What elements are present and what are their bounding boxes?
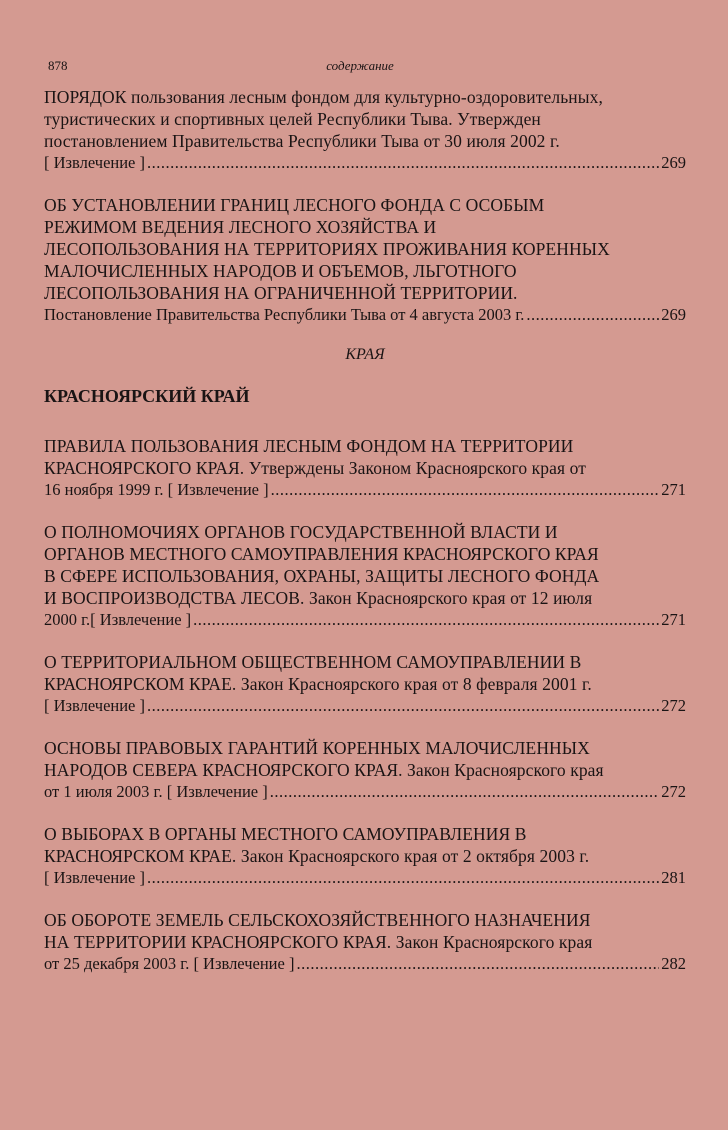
toc-entry bbox=[44, 521, 686, 631]
leader-dots bbox=[147, 695, 659, 717]
leader-dots bbox=[271, 479, 660, 501]
region-heading: КРАСНОЯРСКИЙ КРАЙ bbox=[44, 386, 250, 406]
leader-dots bbox=[270, 781, 660, 803]
toc-group-region bbox=[44, 435, 686, 975]
toc-entry-line: ЛЕСОПОЛЬЗОВАНИЯ НА ТЕРРИТОРИЯХ ПРОЖИВАНИЯ КОРЕННЫХ bbox=[44, 239, 610, 259]
leader-dots bbox=[296, 953, 659, 975]
toc-entry bbox=[44, 909, 686, 975]
toc-entry bbox=[44, 194, 686, 326]
running-head: содержание bbox=[326, 58, 394, 73]
toc-page-number: 282 bbox=[661, 954, 686, 973]
toc-entry-line: ОБ ОБОРОТЕ ЗЕМЕЛЬ СЕЛЬСКОХОЗЯЙСТВЕННОГО НАЗНАЧЕНИЯ bbox=[44, 910, 591, 930]
toc-entry-line: КРАСНОЯРСКОГО КРАЯ. Утверждены Законом Красноярского края от bbox=[44, 458, 586, 478]
toc-entry-last-line bbox=[44, 152, 686, 174]
toc-entry-line: МАЛОЧИСЛЕННЫХ НАРОДОВ И ОБЪЕМОВ, ЛЬГОТНОГО bbox=[44, 261, 517, 281]
page-header bbox=[48, 58, 672, 78]
toc-entry-last-line bbox=[44, 304, 686, 326]
toc-entry-source: [ Извлечение ] bbox=[44, 868, 145, 887]
toc-entry-last-line bbox=[44, 609, 686, 631]
toc-entry bbox=[44, 435, 686, 501]
toc-entry-last-line bbox=[44, 867, 686, 889]
toc-entry-source: [ Извлечение ] bbox=[44, 153, 145, 172]
leader-dots bbox=[147, 152, 659, 174]
leader-dots bbox=[147, 867, 659, 889]
toc-entry-line: ОРГАНОВ МЕСТНОГО САМОУПРАВЛЕНИЯ КРАСНОЯРСКОГО КРАЯ bbox=[44, 544, 599, 564]
toc-page-number: 281 bbox=[661, 868, 686, 887]
leader-dots bbox=[193, 609, 659, 631]
toc-page-number: 272 bbox=[661, 696, 686, 715]
toc-entry-line: КРАСНОЯРСКОМ КРАЕ. Закон Красноярского края от 8 февраля 2001 г. bbox=[44, 674, 592, 694]
toc-entry bbox=[44, 651, 686, 717]
toc-entry-source: 2000 г.[ Извлечение ] bbox=[44, 610, 192, 629]
toc-entry-line: КРАСНОЯРСКОМ КРАЕ. Закон Красноярского края от 2 октября 2003 г. bbox=[44, 846, 590, 866]
leader-dots bbox=[526, 304, 659, 326]
toc-entry-source: Постановление Правительства Республики Тыва от 4 августа 2003 г. bbox=[44, 305, 525, 324]
toc-entry-line: постановлением Правительства Республики Тыва от 30 июля 2002 г. bbox=[44, 131, 560, 151]
toc-entry bbox=[44, 823, 686, 889]
toc-entry-last-line bbox=[44, 479, 686, 501]
toc-entry bbox=[44, 737, 686, 803]
toc-entry-source: от 1 июля 2003 г. [ Извлечение ] bbox=[44, 782, 268, 801]
toc-entry-line: И ВОСПРОИЗВОДСТВА ЛЕСОВ. Закон Красноярского края от 12 июля bbox=[44, 588, 593, 608]
toc-entry-source: 16 ноября 1999 г. [ Извлечение ] bbox=[44, 480, 269, 499]
toc-entry-source: от 25 декабря 2003 г. [ Извлечение ] bbox=[44, 954, 295, 973]
toc-group-top bbox=[44, 86, 686, 326]
toc-entry-line: О ПОЛНОМОЧИЯХ ОРГАНОВ ГОСУДАРСТВЕННОЙ ВЛАСТИ И bbox=[44, 522, 558, 542]
toc-entry-line: РЕЖИМОМ ВЕДЕНИЯ ЛЕСНОГО ХОЗЯЙСТВА И bbox=[44, 217, 437, 237]
page-number: 878 bbox=[48, 58, 68, 73]
toc-entry-line: О ТЕРРИТОРИАЛЬНОМ ОБЩЕСТВЕННОМ САМОУПРАВЛЕНИИ В bbox=[44, 652, 582, 672]
toc-entry-line: ОБ УСТАНОВЛЕНИИ ГРАНИЦ ЛЕСНОГО ФОНДА С ОСОБЫМ bbox=[44, 195, 545, 215]
toc-page-number: 271 bbox=[661, 480, 686, 499]
toc-entry-line: ОСНОВЫ ПРАВОВЫХ ГАРАНТИЙ КОРЕННЫХ МАЛОЧИСЛЕННЫХ bbox=[44, 738, 590, 758]
toc-entry-line: ЛЕСОПОЛЬЗОВАНИЯ НА ОГРАНИЧЕННОЙ ТЕРРИТОРИИ. bbox=[44, 283, 518, 303]
toc-entry-line: НАРОДОВ СЕВЕРА КРАСНОЯРСКОГО КРАЯ. Закон Красноярского края bbox=[44, 760, 604, 780]
toc-entry-line: туристических и спортивных целей Республики Тыва. Утвержден bbox=[44, 109, 541, 129]
toc-page-number: 269 bbox=[661, 305, 686, 324]
toc-entry-last-line bbox=[44, 953, 686, 975]
toc-entry-line: НА ТЕРРИТОРИИ КРАСНОЯРСКОГО КРАЯ. Закон Красноярского края bbox=[44, 932, 593, 952]
toc-page-number: 269 bbox=[661, 153, 686, 172]
table-of-contents bbox=[44, 86, 686, 995]
toc-entry-source: [ Извлечение ] bbox=[44, 696, 145, 715]
toc-page-number: 271 bbox=[661, 610, 686, 629]
toc-entry-line: В СФЕРЕ ИСПОЛЬЗОВАНИЯ, ОХРАНЫ, ЗАЩИТЫ ЛЕСНОГО ФОНДА bbox=[44, 566, 600, 586]
toc-page-number: 272 bbox=[661, 782, 686, 801]
toc-entry-last-line bbox=[44, 781, 686, 803]
toc-entry-line: ПРАВИЛА ПОЛЬЗОВАНИЯ ЛЕСНЫМ ФОНДОМ НА ТЕРРИТОРИИ bbox=[44, 436, 574, 456]
section-heading: КРАЯ bbox=[345, 346, 385, 363]
toc-entry bbox=[44, 86, 686, 174]
toc-entry-line: О ВЫБОРАХ В ОРГАНЫ МЕСТНОГО САМОУПРАВЛЕНИЯ В bbox=[44, 824, 527, 844]
toc-entry-last-line bbox=[44, 695, 686, 717]
toc-entry-line: ПОРЯДОК пользования лесным фондом для культурно-оздоровительных, bbox=[44, 87, 603, 107]
